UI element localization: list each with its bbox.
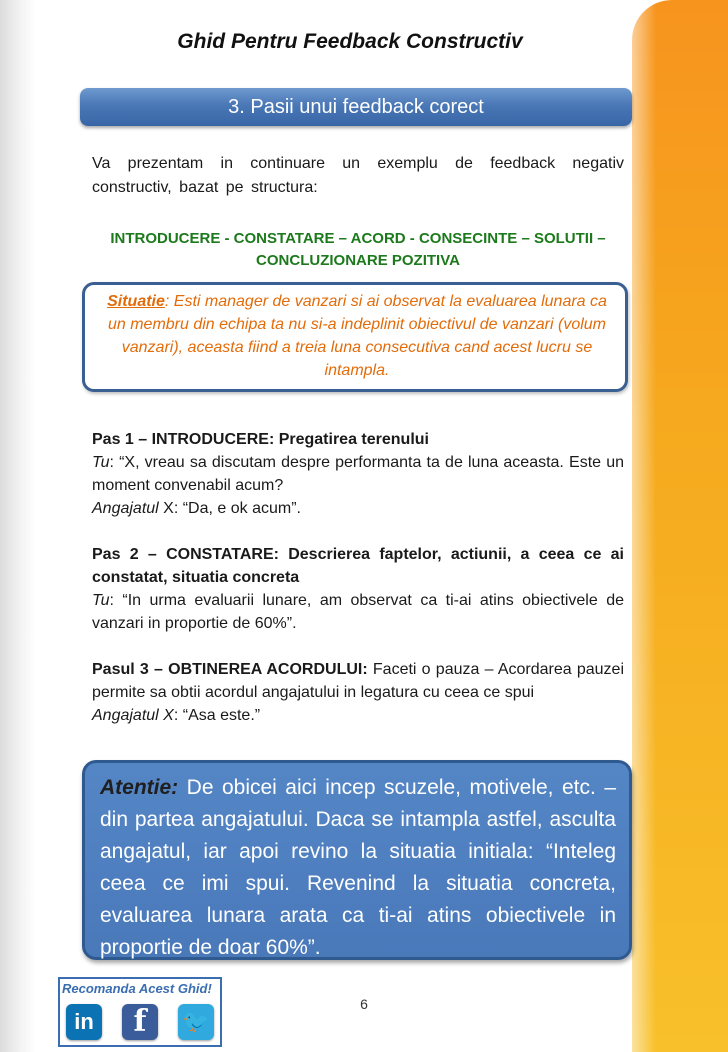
section-heading: 3. Pasii unui feedback corect bbox=[80, 88, 632, 126]
facebook-icon[interactable]: f bbox=[122, 1004, 158, 1040]
twitter-icon[interactable]: 🐦 bbox=[178, 1004, 214, 1040]
intro-paragraph: Va prezentam in continuare un exemplu de feedback negativ constructiv, bazat pe structura: bbox=[92, 155, 624, 196]
step-3-line-1: : “Asa este.” bbox=[173, 707, 261, 724]
step-2-heading: Pas 2 – CONSTATARE: Descrierea faptelor, actiunii, a ceea ce ai constatat, situatia concreta bbox=[92, 546, 624, 586]
step-2-line-1: : “In urma evaluarii lunare, am observat ca ti-ai atins obiectivele de vanzari in proportie de 60%”. bbox=[92, 592, 624, 632]
attention-text bbox=[100, 772, 616, 964]
steps-section bbox=[92, 428, 624, 750]
step-2 bbox=[92, 543, 624, 635]
step-1 bbox=[92, 428, 624, 520]
attention-body: De obicei aici incep scuzele, motivele, etc. – din partea angajatului. Daca se intampla astfel, asculta angajatul, iar apoi revino la situatia initiala: “Inteleg ceea ce imi spui. Revenind la situatia concreta, evaluarea lunara arata ca ti-ai atins obiectivele in proportie de doar 60%”. bbox=[100, 776, 616, 959]
page-edge-shadow bbox=[0, 0, 36, 1052]
step-1-speaker-2: Angajatul bbox=[92, 500, 159, 517]
structure-line: INTRODUCERE - CONSTATARE – ACORD - CONSECINTE – SOLUTII – CONCLUZIONARE POZITIVA bbox=[110, 230, 606, 269]
recommend-label: Recomanda Acest Ghid! bbox=[62, 981, 212, 996]
linkedin-icon[interactable]: in bbox=[66, 1004, 102, 1040]
step-1-speaker-1: Tu bbox=[92, 454, 110, 471]
attention-label: Atentie: bbox=[100, 776, 179, 799]
document-title: Ghid Pentru Feedback Constructiv bbox=[177, 30, 523, 53]
situation-text bbox=[96, 290, 618, 382]
step-3-body: Faceti o pauza – Acordarea pauzei permite sa obtii acordul angajatului in legatura cu ceea ce spui bbox=[92, 661, 624, 701]
situation-label: Situatie bbox=[107, 293, 165, 310]
step-3-speaker-1: Angajatul X bbox=[92, 707, 174, 724]
step-2-speaker-1: Tu bbox=[92, 592, 110, 609]
step-3-heading: Pasul 3 – OBTINEREA ACORDULUI: bbox=[92, 661, 368, 678]
step-1-line-2: X: “Da, e ok acum”. bbox=[158, 500, 301, 517]
situation-body: : Esti manager de vanzari si ai observat la evaluarea lunara ca un membru din echipa ta nu si-a indeplinit obiectivul de vanzari (volum vanzari), aceasta fiind a treia luna consecutiva cand acest lucru se intampla. bbox=[107, 293, 607, 379]
step-1-heading: Pas 1 – INTRODUCERE: Pregatirea terenului bbox=[92, 431, 429, 448]
page-number: 6 bbox=[360, 996, 368, 1012]
step-3 bbox=[92, 658, 624, 727]
step-1-line-1: : “X, vreau sa discutam despre performanta ta de luna aceasta. Este un moment convenabil acum? bbox=[92, 454, 624, 494]
orange-side-band bbox=[632, 0, 728, 1052]
